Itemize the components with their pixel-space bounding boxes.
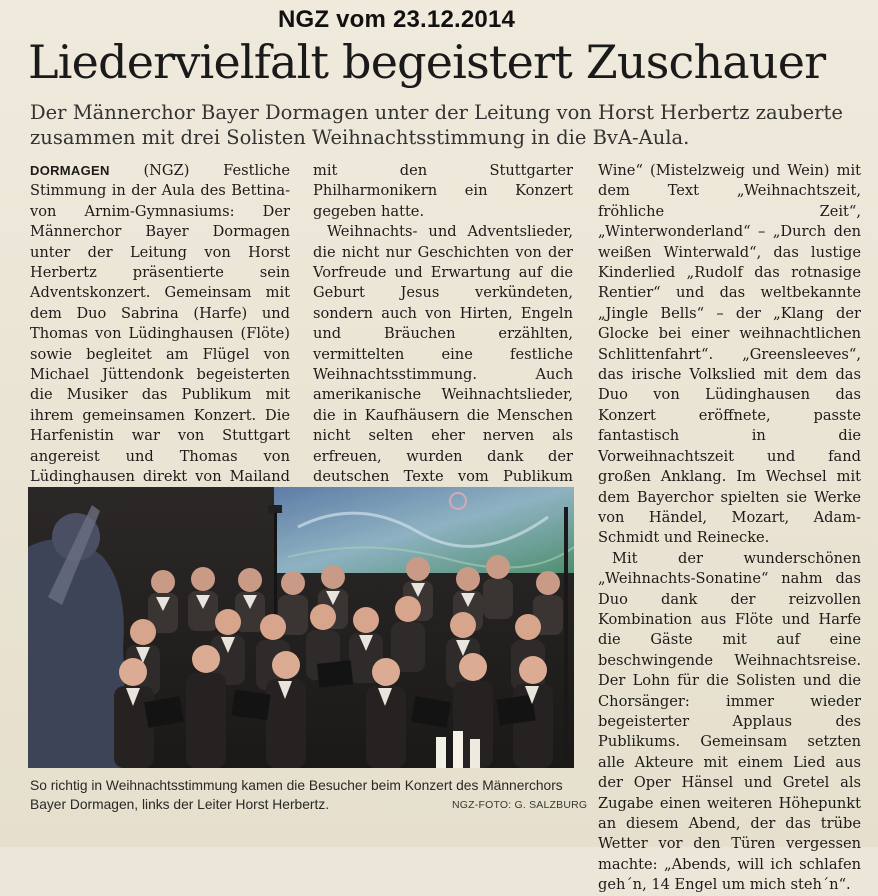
article-text: (NGZ) Festliche Stimmung in der Aula des Bettina-von Arnim-Gymnasiums: Der Männerchor Bayer Dormagen unter der Leitung von Horst Herbertz präsentierte sein Adventskonzert. Gemeinsam mit dem Duo Sabrina (Harfe) und Thomas von Lüdinghausen (Flöte) sowie begleitet am Flügel von Michael Jüttendonk begeisterten die Musiker das Publikum mit ihrem gemeinsamen Konzert. Die Harfenistin war von Stuttgart angereist und Thomas von Lüdinghausen direkt von Mailand [30, 162, 290, 486]
photo-credit: NGZ-FOTO: G. SALZBURG [452, 799, 588, 811]
photo-caption: So richtig in Weihnachtsstimmung kamen die Besucher beim Konzert des Männerchors Bayer Dormagen, links der Leiter Horst Herbertz. [30, 778, 563, 812]
article-paragraph: mit den Stuttgarter Philharmonikern ein Konzert gegeben hatte. [313, 162, 573, 220]
subheadline: Der Männerchor Bayer Dormagen unter der Leitung von Horst Herbertz zauberte zusammen mit drei Solisten Weihnachtsstimmung in die BvA-Aula. [30, 101, 843, 149]
article-column-3 [598, 161, 861, 896]
article-column-2 [313, 161, 573, 528]
dateline: DORMAGEN [30, 163, 110, 178]
article-paragraph: Weihnachts- und Adventslieder, die nicht nur Geschichten von der Vorfreude und Erwartung auf die Geburt Jesus verkündeten, sondern auch von Hirten, Engeln und Bräuchen erzählten, vermittelten eine festliche Weihnachtsstimmung. Auch amerikanische Weihnachtslieder, die in Kaufhäusern die Menschen nicht selten eher nerven als erfreuen, wurden dank der deutschen Texte vom Publikum [313, 223, 573, 486]
article-paragraph [30, 161, 290, 508]
article-paragraph: Wine“ (Mistelzweig und Wein) mit dem Text „Weihnachtszeit, fröhliche Zeit“, „Winterwonderland“ – „Durch den weißen Winterwald“, das lustige Kinderlied „Rudolf das rotnasige Rentier“ und das weltbekannte „Jingle Bells“ – der „Klang der Glocke bei einer weihnachtlichen Schlittenfahrt“. „Greensleeves“, das irische Volkslied mit dem das Duo von Lüdinghausen das Konzert eröffnete, passte fantastisch in die Vorweihnachtszeit und fand großen Anklang. Im Wechsel mit dem Bayerchor spielten sie Werke von Händel, Mozart, Adam-Schmidt und Reinecke. [598, 162, 861, 547]
headline: Liedervielfalt begeistert Zuschauer [28, 35, 826, 89]
article-column-1 [30, 161, 290, 508]
choir-photo [28, 487, 574, 768]
source-label: NGZ vom 23.12.2014 [278, 6, 516, 33]
article-paragraph: Mit der wunderschönen „Weihnachts-Sonatine“ nahm das Duo dank der reizvollen Kombination aus Flöte und Harfe die Gäste mit auf eine beschwingende Weihnachtsreise. Der Lohn für die Solisten und die Chorsänger: immer wieder begeisterter Applaus des Publikums. Gemeinsam setzten alle Akteure mit einem Lied aus der Oper Hänsel und Gretel als Zugabe einen weiteren Höhepunkt an diesem Abend, der das trübe Wetter vor den Türen vergessen machte: „Abends, will ich schlafen geh´n, 14 Engel um mich steh´n“. [598, 549, 861, 894]
